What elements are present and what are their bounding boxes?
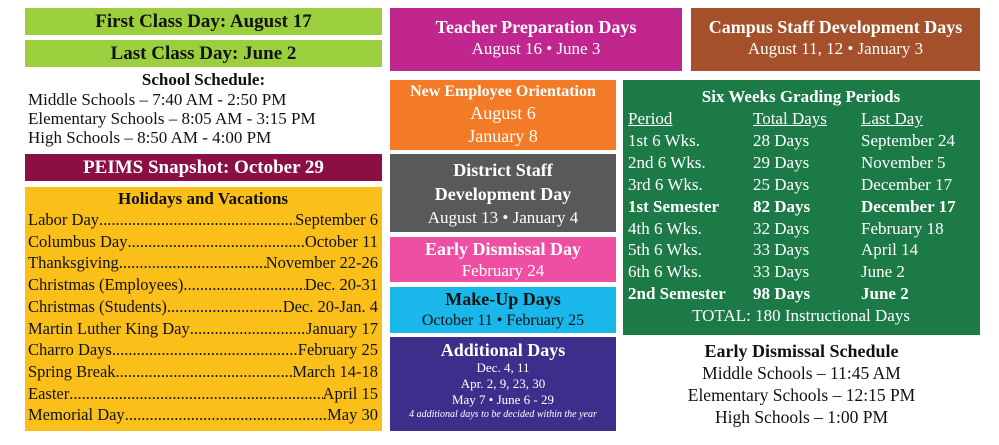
early-schedule-line: Elementary Schools – 12:15 PM: [687, 385, 916, 405]
holiday-row: [28, 209, 378, 231]
holiday-date: Dec. 20-31: [304, 275, 378, 295]
school-schedule-title: School Schedule:: [141, 70, 266, 89]
last-day: November 5: [861, 152, 946, 172]
grading-header-row: [628, 108, 974, 130]
district-staff-dates: August 13 • January 4: [427, 208, 579, 227]
school-schedule-line: High Schools – 8:50 AM - 4:00 PM: [28, 128, 272, 147]
teacher-preparation-days: [390, 8, 682, 71]
grading-row: [628, 130, 974, 152]
last-day: February 18: [861, 218, 944, 238]
early-schedule-line: Middle Schools – 11:45 AM: [702, 363, 901, 383]
holiday-row: [28, 404, 378, 426]
grading-row: [628, 261, 974, 283]
early-dismissal-day: [390, 237, 616, 282]
grading-row: [628, 152, 974, 174]
leader-dots: [119, 252, 266, 274]
holiday-name: Christmas (Students): [28, 296, 167, 316]
holiday-date: October 11: [304, 231, 378, 251]
holiday-date: January 17: [306, 318, 378, 338]
additional-days: [390, 337, 616, 431]
last-day: April 14: [861, 240, 919, 260]
new-employee-date: January 8: [468, 126, 538, 146]
district-staff-development: [390, 154, 616, 232]
leader-dots: [69, 383, 322, 405]
early-dismissal-date: February 24: [461, 261, 545, 280]
last-day: June 2: [861, 284, 909, 304]
leader-dots: [190, 318, 306, 340]
holiday-row: [28, 339, 378, 361]
makeup-dates: October 11 • February 25: [421, 312, 585, 329]
last-class-day-banner: Last Class Day: June 2: [25, 40, 382, 67]
holiday-name: Spring Break: [28, 361, 116, 381]
holiday-date: April 15: [322, 383, 378, 403]
period: 1st Semester: [628, 196, 720, 216]
total-days: 25 Days: [753, 174, 810, 194]
total-days: 32 Days: [753, 218, 810, 238]
period: 3rd 6 Wks.: [628, 174, 703, 194]
leader-dots: [167, 296, 283, 318]
campus-staff-dates: August 11, 12 • January 3: [747, 39, 924, 58]
period: 6th 6 Wks.: [628, 262, 702, 282]
early-dismissal-schedule: [623, 340, 980, 435]
grading-title: Six Weeks Grading Periods: [701, 87, 901, 106]
header-period: Period: [628, 109, 673, 128]
leader-dots: [99, 209, 295, 231]
holidays-panel: [25, 187, 382, 431]
total-days: 28 Days: [753, 130, 810, 150]
early-schedule-title: Early Dismissal Schedule: [704, 341, 899, 361]
holiday-name: Memorial Day: [28, 405, 125, 425]
teacher-prep-title: Teacher Preparation Days: [435, 17, 637, 37]
total-days: 29 Days: [753, 152, 810, 172]
header-last-day: Last Day: [861, 109, 923, 128]
total-days: 98 Days: [753, 284, 811, 304]
early-dismissal-title: Early Dismissal Day: [424, 239, 581, 259]
holiday-name: Labor Day: [28, 210, 100, 229]
holiday-row: [28, 296, 378, 318]
total-days: 33 Days: [753, 240, 810, 260]
grading-row-semester: [628, 196, 974, 218]
additional-line: Dec. 4, 11: [476, 360, 530, 375]
total-days: 82 Days: [753, 196, 811, 216]
period: 1st 6 Wks.: [628, 130, 700, 150]
holiday-row: [28, 231, 378, 253]
new-employee-date: August 6: [470, 103, 536, 123]
leader-dots: [116, 361, 293, 383]
teacher-prep-dates: August 16 • June 3: [471, 39, 601, 58]
makeup-title: Make-Up Days: [445, 289, 561, 309]
holiday-name: Columbus Day: [28, 231, 128, 251]
leader-dots: [125, 404, 327, 426]
district-staff-title: District Staff: [453, 160, 553, 180]
leader-dots: [112, 339, 298, 361]
additional-line: May 7 • June 6 - 29: [451, 392, 555, 407]
school-schedule-line: Elementary Schools – 8:05 AM - 3:15 PM: [28, 109, 316, 128]
holiday-name: Easter: [28, 383, 70, 403]
additional-title: Additional Days: [440, 340, 566, 360]
holiday-name: Christmas (Employees): [28, 275, 184, 295]
last-day: December 17: [861, 174, 953, 194]
make-up-days: [390, 287, 616, 333]
additional-note: 4 additional days to be decided within the year: [409, 409, 597, 420]
new-employee-orientation: [390, 80, 616, 150]
new-employee-title: New Employee Orientation: [410, 83, 596, 100]
period: 4th 6 Wks.: [628, 218, 702, 238]
school-schedule: [25, 70, 382, 150]
campus-staff-development-days: [691, 8, 980, 71]
holiday-date: November 22-26: [265, 253, 378, 273]
holiday-date: September 6: [295, 210, 378, 229]
leader-dots: [183, 274, 304, 296]
holiday-date: March 14-18: [292, 361, 378, 381]
last-day: September 24: [861, 130, 955, 150]
leader-dots: [127, 231, 304, 253]
holiday-name: Thanksgiving: [28, 253, 119, 273]
grading-row: [628, 218, 974, 240]
holidays-title: Holidays and Vacations: [117, 189, 289, 208]
additional-line: Apr. 2, 9, 23, 30: [460, 376, 546, 391]
total-days: 33 Days: [753, 262, 810, 282]
early-schedule-line: High Schools – 1:00 PM: [714, 407, 889, 427]
holiday-row: [28, 252, 378, 274]
grading-total: TOTAL: 180 Instructional Days: [692, 306, 910, 326]
holiday-name: Charro Days: [28, 340, 112, 360]
grading-periods-panel: [623, 80, 980, 335]
holiday-row: [28, 318, 378, 340]
grading-row: [628, 174, 974, 196]
period: 2nd 6 Wks.: [628, 152, 706, 172]
holiday-date: February 25: [297, 340, 378, 360]
last-day: December 17: [861, 196, 956, 216]
holiday-row: [28, 274, 378, 296]
holiday-row: [28, 361, 378, 383]
campus-staff-title: Campus Staff Development Days: [708, 17, 963, 37]
grading-row: [628, 239, 974, 261]
district-staff-title: Development Day: [434, 184, 572, 204]
period: 2nd Semester: [628, 284, 726, 304]
first-class-day-banner: First Class Day: August 17: [25, 8, 382, 35]
holiday-date: Dec. 20-Jan. 4: [282, 296, 378, 316]
holiday-date: May 30: [327, 405, 378, 425]
last-day: June 2: [861, 262, 905, 282]
period: 5th 6 Wks.: [628, 240, 702, 260]
header-total-days: Total Days: [753, 109, 827, 128]
holiday-row: [28, 383, 378, 405]
grading-row-semester: [628, 283, 974, 305]
school-schedule-line: Middle Schools – 7:40 AM - 2:50 PM: [28, 90, 287, 109]
peims-snapshot-banner: PEIMS Snapshot: October 29: [25, 154, 382, 181]
holiday-name: Martin Luther King Day: [28, 318, 190, 338]
